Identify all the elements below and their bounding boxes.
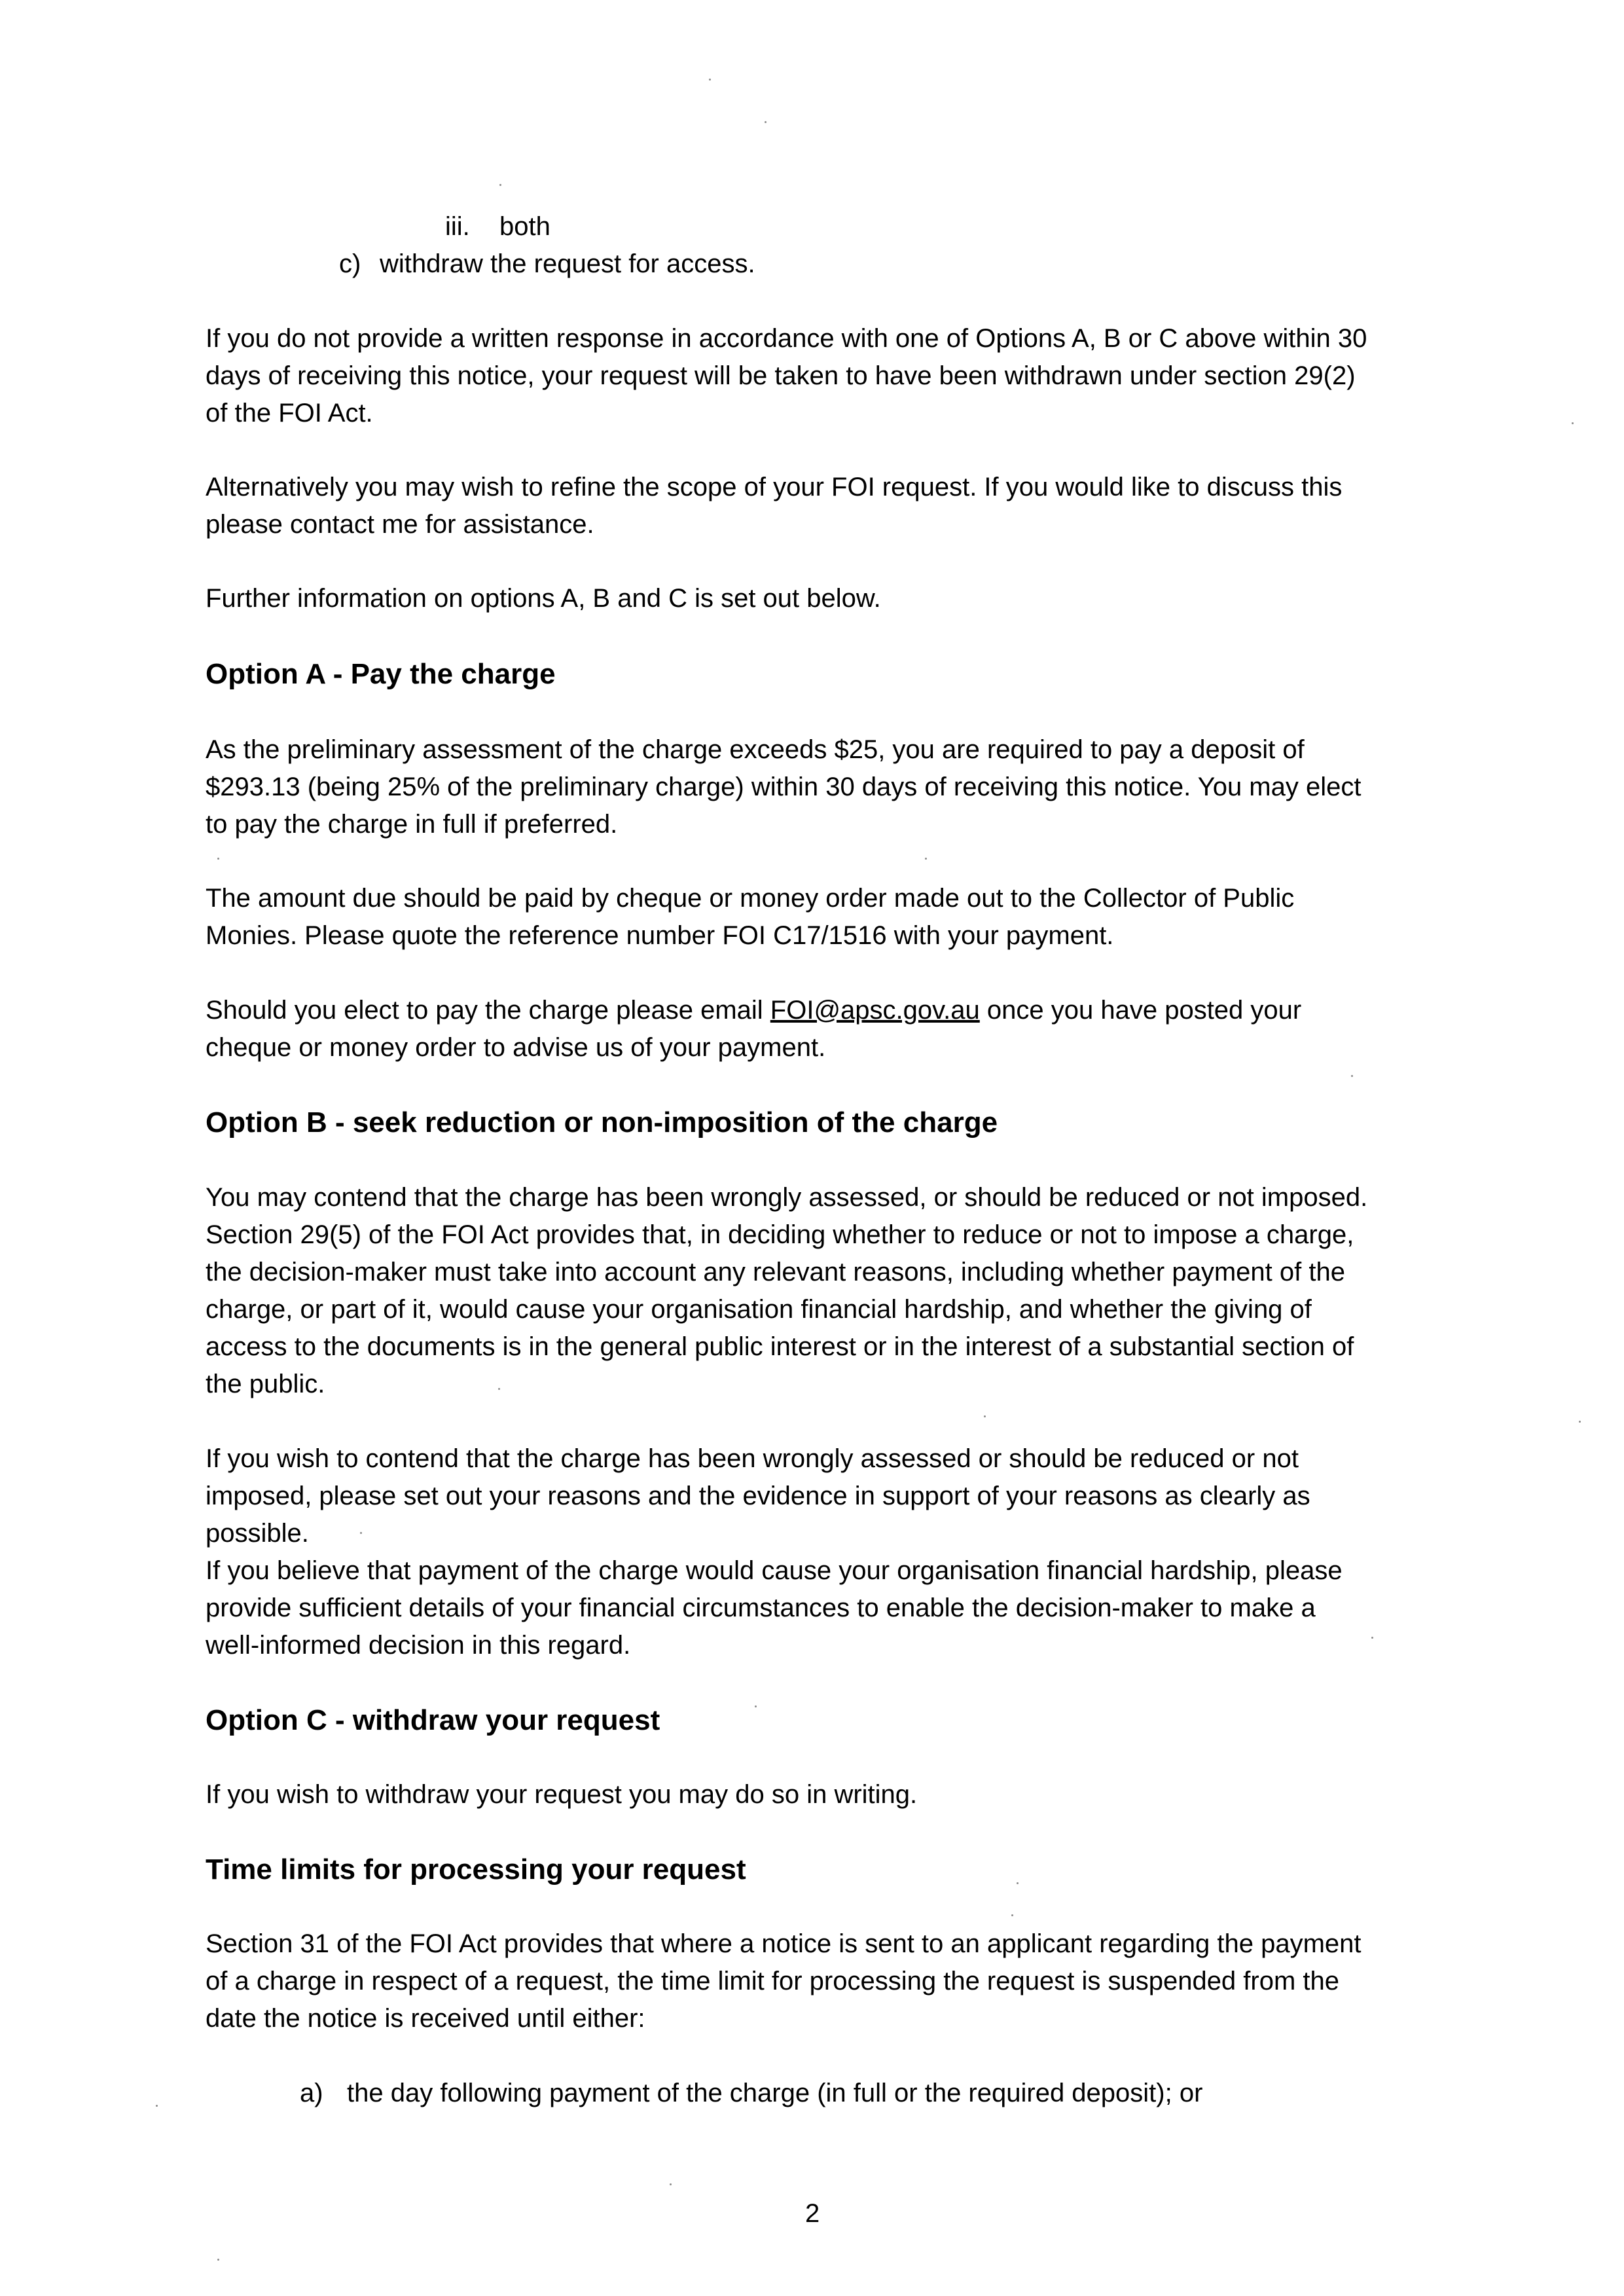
scan-speck [1579,1421,1581,1423]
scan-speck [755,1705,757,1707]
scan-speck [1351,1075,1353,1077]
paragraph-line: possible. [206,1519,309,1548]
paragraph-line: days of receiving this notice, your request will be taken to have been withdrawn under section 29(2) [206,361,1356,390]
scan-speck [156,2105,158,2107]
section-heading-option-a: Option A - Pay the charge [206,658,556,690]
scan-speck [499,184,501,186]
paragraph-line: date the notice is received until either: [206,2004,645,2033]
paragraph-text: Should you elect to pay the charge please email [206,996,770,1025]
list-marker-c: c) [339,249,361,278]
paragraph-line: If you wish to contend that the charge has been wrongly assessed or should be reduced or not [206,1444,1299,1473]
paragraph-line: the decision-maker must take into account any relevant reasons, including whether payment of the [206,1258,1345,1286]
paragraph-line: The amount due should be paid by cheque or money order made out to the Collector of Public [206,884,1295,913]
paragraph-line: If you wish to withdraw your request you may do so in writing. [206,1780,918,1809]
paragraph-line: You may contend that the charge has been wrongly assessed, or should be reduced or not imposed. [206,1183,1368,1212]
scan-speck [670,2183,672,2185]
paragraph-line: the public. [206,1370,325,1398]
paragraph-line: to pay the charge in full if preferred. [206,810,618,839]
paragraph-line: Section 29(5) of the FOI Act provides that, in deciding whether to reduce or not to impose a charge, [206,1220,1354,1249]
scan-speck [765,121,767,123]
scan-speck [360,1532,362,1534]
scan-speck [925,858,927,860]
page-number: 2 [805,2199,820,2228]
email-link[interactable]: FOI@apsc.gov.au [770,996,980,1025]
list-item-iii-text: both [499,212,550,241]
paragraph-line: imposed, please set out your reasons and the evidence in support of your reasons as clearly as [206,1482,1310,1510]
paragraph-line: If you do not provide a written response in accordance with one of Options A, B or C above within 30 [206,324,1367,353]
scan-speck [217,858,219,860]
section-heading-option-c: Option C - withdraw your request [206,1704,660,1736]
paragraph-line: charge, or part of it, would cause your organisation financial hardship, and whether the giving of [206,1295,1312,1324]
paragraph-text: once you have posted your [979,996,1302,1025]
section-heading-time-limits: Time limits for processing your request [206,1853,746,1886]
paragraph-line: well-informed decision in this regard. [206,1631,631,1660]
paragraph-line: $293.13 (being 25% of the preliminary charge) within 30 days of receiving this notice. You may elect [206,773,1362,801]
paragraph-line: Monies. Please quote the reference number FOI C17/1516 with your payment. [206,921,1114,950]
scan-speck [1572,422,1574,424]
scan-speck [709,79,711,81]
paragraph-line [206,992,1301,1029]
scan-speck [1371,1637,1373,1639]
paragraph-line: Further information on options A, B and C is set out below. [206,584,881,613]
list-item-a-text: the day following payment of the charge (in full or the required deposit); or [347,2079,1203,2107]
list-item-c-text: withdraw the request for access. [380,249,755,278]
paragraph-line: cheque or money order to advise us of your payment. [206,1033,826,1062]
paragraph-line: access to the documents is in the general public interest or in the interest of a substantial section of [206,1332,1354,1361]
paragraph-line: If you believe that payment of the charge would cause your organisation financial hardship, please [206,1556,1343,1585]
list-marker-a: a) [300,2079,323,2107]
paragraph-line: of the FOI Act. [206,399,373,428]
paragraph-line: Alternatively you may wish to refine the scope of your FOI request. If you would like to discuss this [206,473,1343,501]
scan-speck [217,2259,219,2261]
paragraph-line: of a charge in respect of a request, the time limit for processing the request is suspended from the [206,1967,1340,1995]
section-heading-option-b: Option B - seek reduction or non-imposition of the charge [206,1106,998,1139]
paragraph-line: Section 31 of the FOI Act provides that where a notice is sent to an applicant regarding the payment [206,1929,1362,1958]
paragraph-line: please contact me for assistance. [206,510,594,539]
list-marker-iii: iii. [445,212,470,241]
scan-speck [984,1415,986,1417]
paragraph-line: provide sufficient details of your financial circumstances to enable the decision-maker to make a [206,1594,1316,1622]
scan-speck [1017,1882,1019,1884]
scan-speck [498,1388,500,1390]
paragraph-line: As the preliminary assessment of the charge exceeds $25, you are required to pay a deposit of [206,735,1305,764]
scan-speck [1011,1914,1013,1916]
